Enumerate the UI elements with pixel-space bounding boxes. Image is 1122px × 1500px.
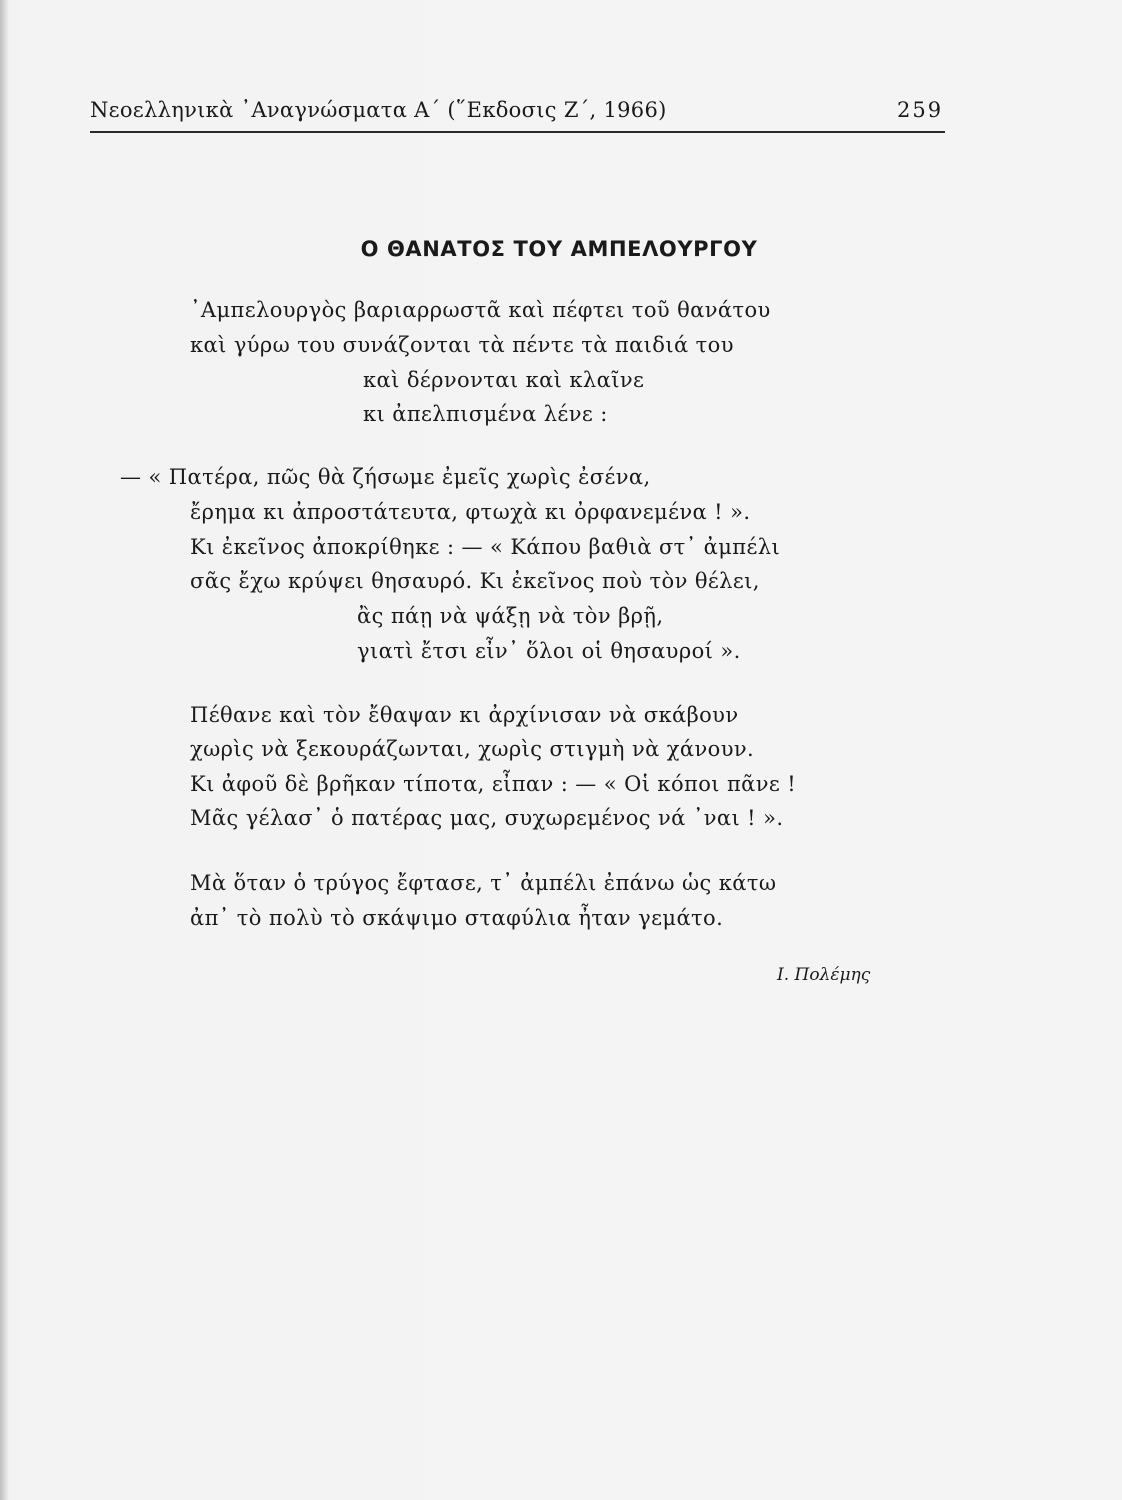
poem-title-text: Ο ΘΑΝΑΤΟΣ ΤΟΥ ΑΜΠΕΛΟΥΡΓΟΥ	[360, 237, 758, 261]
author-signature: Ι. Πολέμης	[777, 965, 871, 985]
poem-line: χωρὶς νὰ ξεκουράζωνται, χωρὶς στιγμὴ νὰ χάνουν.	[190, 737, 755, 761]
poem-line: γιατὶ ἔτσι εἶν᾿ ὅλοι οἱ θησαυροί ».	[357, 639, 741, 663]
poem-line: ἂς πάῃ νὰ ψάξῃ νὰ τὸν βρῇ,	[357, 604, 664, 628]
poem-line: Μὰ ὅταν ὁ τρύγος ἔφτασε, τ᾿ ἀμπέλι ἐπάνω ὡς κάτω	[190, 871, 777, 895]
header-rule	[90, 131, 945, 133]
poem-line: Κι ἀφοῦ δὲ βρῆκαν τίποτα, εἶπαν : — « Οἱ κόποι πᾶνε !	[190, 772, 797, 796]
page-edge-shadow	[0, 0, 8, 1500]
poem-line: κι ἀπελπισμένα λένε :	[363, 402, 608, 426]
poem-line: καὶ δέρνονται καὶ κλαῖνε	[363, 368, 645, 392]
poem-line: σᾶς ἔχω κρύψει θησαυρό. Κι ἐκεῖνος ποὺ τὸν θέλει,	[190, 569, 760, 593]
poem-line: Μᾶς γέλασ᾿ ὁ πατέρας μας, συχωρεμένος νά ᾿ναι ! ».	[190, 806, 784, 830]
poem-line: — « Πατέρα, πῶς θὰ ζήσωμε ἐμεῖς χωρὶς ἐσένα,	[120, 465, 651, 489]
page-number: 259	[897, 98, 944, 122]
poem-line: ᾿Αμπελουργὸς βαριαρρωστᾶ καὶ πέφτει τοῦ θανάτου	[190, 298, 771, 322]
poem-line: ἔρημα κι ἀπροστάτευτα, φτωχὰ κι ὀρφανεμένα ! ».	[190, 500, 751, 524]
poem-line: Κι ἐκεῖνος ἀποκρίθηκε : — « Κάπου βαθιὰ στ᾿ ἀμπέλι	[190, 535, 781, 559]
running-head: Νεοελληνικὰ ᾿Αναγνώσματα Α΄ (῞Εκδοσις Ζ΄, 1966)	[90, 98, 667, 122]
poem-line: ἀπ᾿ τὸ πολὺ τὸ σκάψιμο σταφύλια ἦταν γεμάτο.	[190, 906, 724, 930]
poem-line: καὶ γύρω του συνάζονται τὰ πέντε τὰ παιδιά του	[190, 333, 734, 357]
poem-line: Πέθανε καὶ τὸν ἔθαψαν κι ἀρχίνισαν νὰ σκάβουν	[190, 703, 739, 727]
poem-title	[0, 237, 1122, 261]
